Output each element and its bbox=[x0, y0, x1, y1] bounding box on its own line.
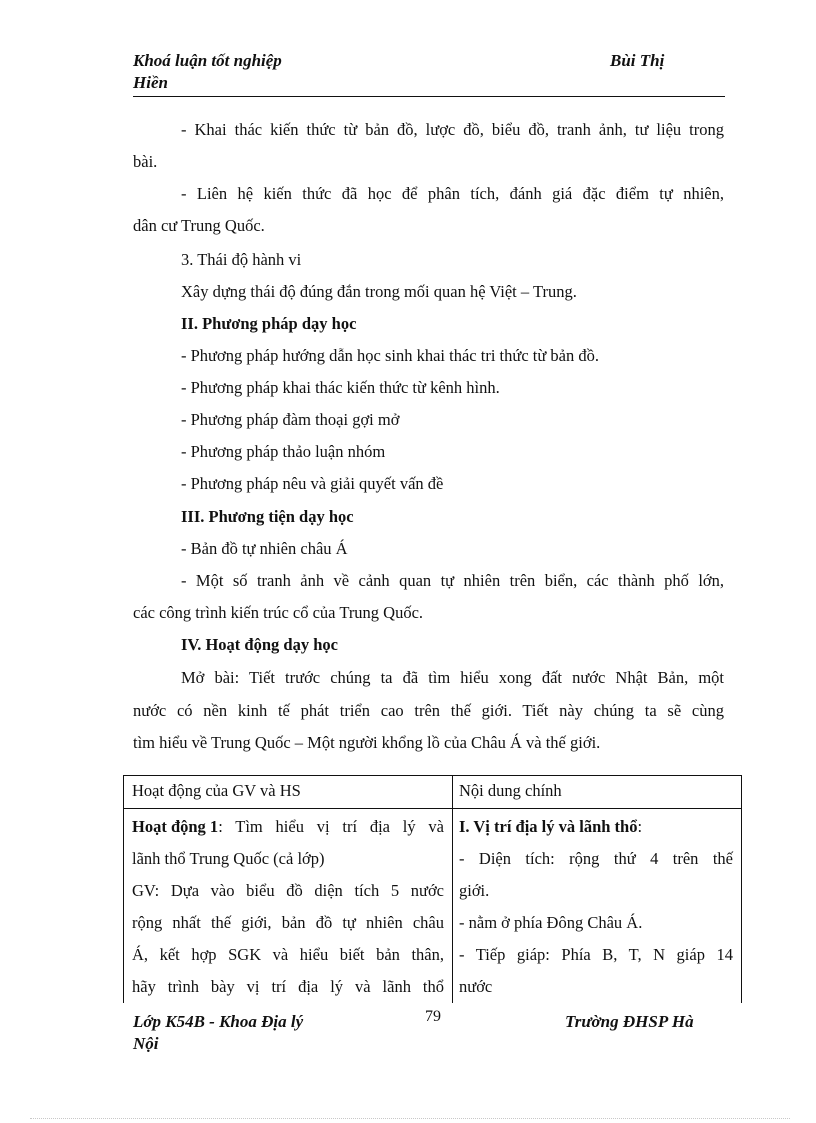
table-cell-line: rộng nhất thế giới, bản đồ tự nhiên châu bbox=[132, 913, 444, 932]
content-title-colon: : bbox=[637, 817, 643, 836]
list-item: - Bản đồ tự nhiên châu Á bbox=[181, 539, 348, 558]
table-cell-line: Á, kết hợp SGK và hiểu biết bản thân, bbox=[132, 945, 444, 964]
table-border bbox=[123, 775, 124, 1003]
paragraph-line: Mở bài: Tiết trước chúng ta đã tìm hiểu xong đất nước Nhật Bản, một bbox=[181, 668, 724, 687]
section-item-3: 3. Thái độ hành vi bbox=[181, 250, 302, 269]
paragraph-line: - Một số tranh ảnh về cảnh quan tự nhiên trên biển, các thành phố lớn, bbox=[181, 571, 724, 590]
table-cell-line: hãy trình bày vị trí địa lý và lãnh thổ bbox=[132, 977, 444, 996]
table-header-content: Nội dung chính bbox=[459, 781, 562, 800]
list-item: - Phương pháp nêu và giải quyết vấn đề bbox=[181, 474, 444, 493]
list-item: - Phương pháp thảo luận nhóm bbox=[181, 442, 386, 461]
activity-text: : Tìm hiểu vị trí địa lý và bbox=[218, 817, 444, 836]
table-border bbox=[741, 775, 742, 1003]
table-cell-line: lãnh thổ Trung Quốc (cả lớp) bbox=[132, 849, 325, 868]
table-border bbox=[452, 775, 453, 1003]
table-cell-line: - nằm ở phía Đông Châu Á. bbox=[459, 913, 643, 932]
page-number: 79 bbox=[425, 1008, 441, 1025]
content-title: I. Vị trí địa lý và lãnh thổ bbox=[459, 817, 638, 836]
header-thesis-title: Khoá luận tốt nghiệp bbox=[133, 51, 282, 70]
paragraph-line: các công trình kiến trúc cổ của Trung Quốc. bbox=[133, 603, 424, 622]
table-border bbox=[123, 775, 742, 776]
list-item: - Phương pháp hướng dẫn học sinh khai thác tri thức từ bản đồ. bbox=[181, 346, 599, 365]
paragraph-line: Xây dựng thái độ đúng đắn trong mối quan hệ Việt – Trung. bbox=[181, 282, 577, 301]
paragraph-line: bài. bbox=[133, 152, 158, 171]
footer-university: Trường ĐHSP Hà bbox=[565, 1012, 694, 1031]
table-cell-line: - Diện tích: rộng thứ 4 trên thế bbox=[459, 849, 733, 868]
table-cell-line bbox=[132, 817, 444, 837]
paragraph-line: tìm hiểu về Trung Quốc – Một người khổng lồ của Châu Á và thế giới. bbox=[133, 733, 601, 752]
table-cell-line: GV: Dựa vào biểu đồ diện tích 5 nước bbox=[132, 881, 444, 900]
section-title: II. Phương pháp dạy học bbox=[181, 314, 357, 333]
paragraph-line: dân cư Trung Quốc. bbox=[133, 216, 265, 235]
paragraph-line: nước có nền kinh tế phát triển cao trên thế giới. Tiết này chúng ta sẽ cùng bbox=[133, 701, 724, 720]
header-author-first: Bùi Thị bbox=[610, 51, 665, 70]
paragraph-line: - Liên hệ kiến thức đã học để phân tích, đánh giá đặc điểm tự nhiên, bbox=[181, 184, 724, 203]
footer-class: Lớp K54B - Khoa Địa lý bbox=[133, 1012, 304, 1031]
list-item: - Phương pháp đàm thoại gợi mở bbox=[181, 410, 400, 429]
table-cell-line: nước bbox=[459, 977, 493, 996]
table-header-activities: Hoạt động của GV và HS bbox=[132, 781, 301, 800]
section-title: IV. Hoạt động dạy học bbox=[181, 635, 338, 654]
section-title: III. Phương tiện dạy học bbox=[181, 507, 354, 526]
footer-class-cont: Nội bbox=[133, 1034, 159, 1053]
table-cell-line: giới. bbox=[459, 881, 490, 900]
header-rule bbox=[133, 96, 725, 97]
activity-label: Hoạt động 1 bbox=[132, 817, 219, 836]
table-cell-line bbox=[459, 817, 642, 837]
list-item: - Phương pháp khai thác kiến thức từ kênh hình. bbox=[181, 378, 500, 397]
table-cell-line: - Tiếp giáp: Phía B, T, N giáp 14 bbox=[459, 945, 733, 964]
lesson-table bbox=[123, 775, 742, 1003]
header-author-last: Hiền bbox=[133, 73, 168, 92]
table-border bbox=[123, 808, 742, 809]
page-edge-divider bbox=[30, 1118, 790, 1119]
paragraph-line: - Khai thác kiến thức từ bản đồ, lược đồ, biểu đồ, tranh ảnh, tư liệu trong bbox=[181, 120, 724, 139]
